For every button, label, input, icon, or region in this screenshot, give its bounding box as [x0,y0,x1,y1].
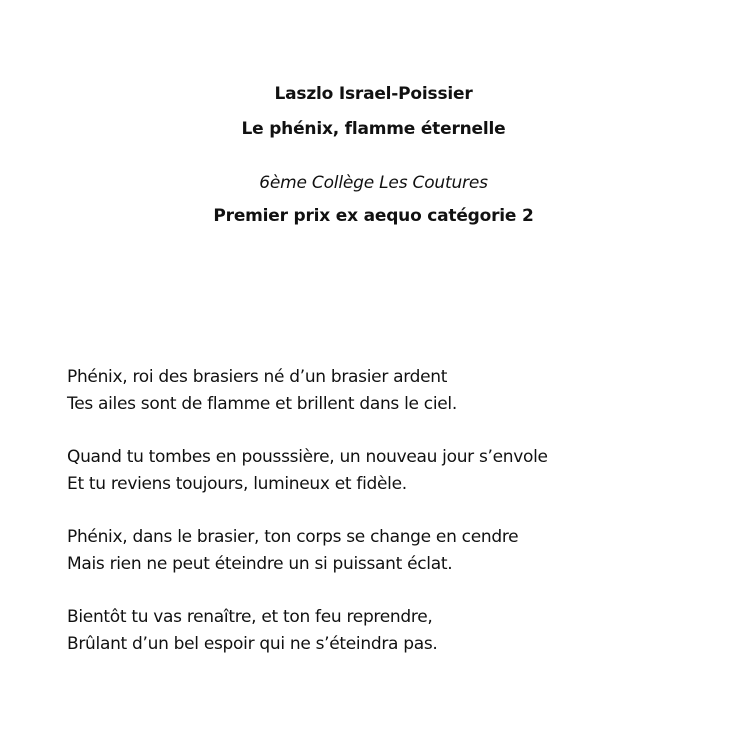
author-name: Laszlo Israel-Poissier [274,84,473,104]
poem-line: Phénix, roi des brasiers né d’un brasier ardent [67,367,448,387]
poem-line: Mais rien ne peut éteindre un si puissant éclat. [67,554,453,574]
stanza-1 [67,364,727,418]
poem-header [0,84,747,226]
school-name: 6ème Collège Les Coutures [259,173,488,193]
poem-line: Quand tu tombes en pousssière, un nouveau jour s’envole [67,447,548,467]
poem-line: Bientôt tu vas renaître, et ton feu reprendre, [67,607,433,627]
stanza-3 [67,524,727,578]
award-label: Premier prix ex aequo catégorie 2 [213,206,534,226]
poem-title: Le phénix, flamme éternelle [241,119,506,139]
stanza-2 [67,444,727,498]
poem-body [67,364,727,684]
poem-line: Tes ailes sont de flamme et brillent dans le ciel. [67,394,457,414]
poem-line: Et tu reviens toujours, lumineux et fidèle. [67,474,407,494]
poem-line: Phénix, dans le brasier, ton corps se change en cendre [67,527,519,547]
poem-line: Brûlant d’un bel espoir qui ne s’éteindra pas. [67,634,438,654]
stanza-4 [67,604,727,658]
